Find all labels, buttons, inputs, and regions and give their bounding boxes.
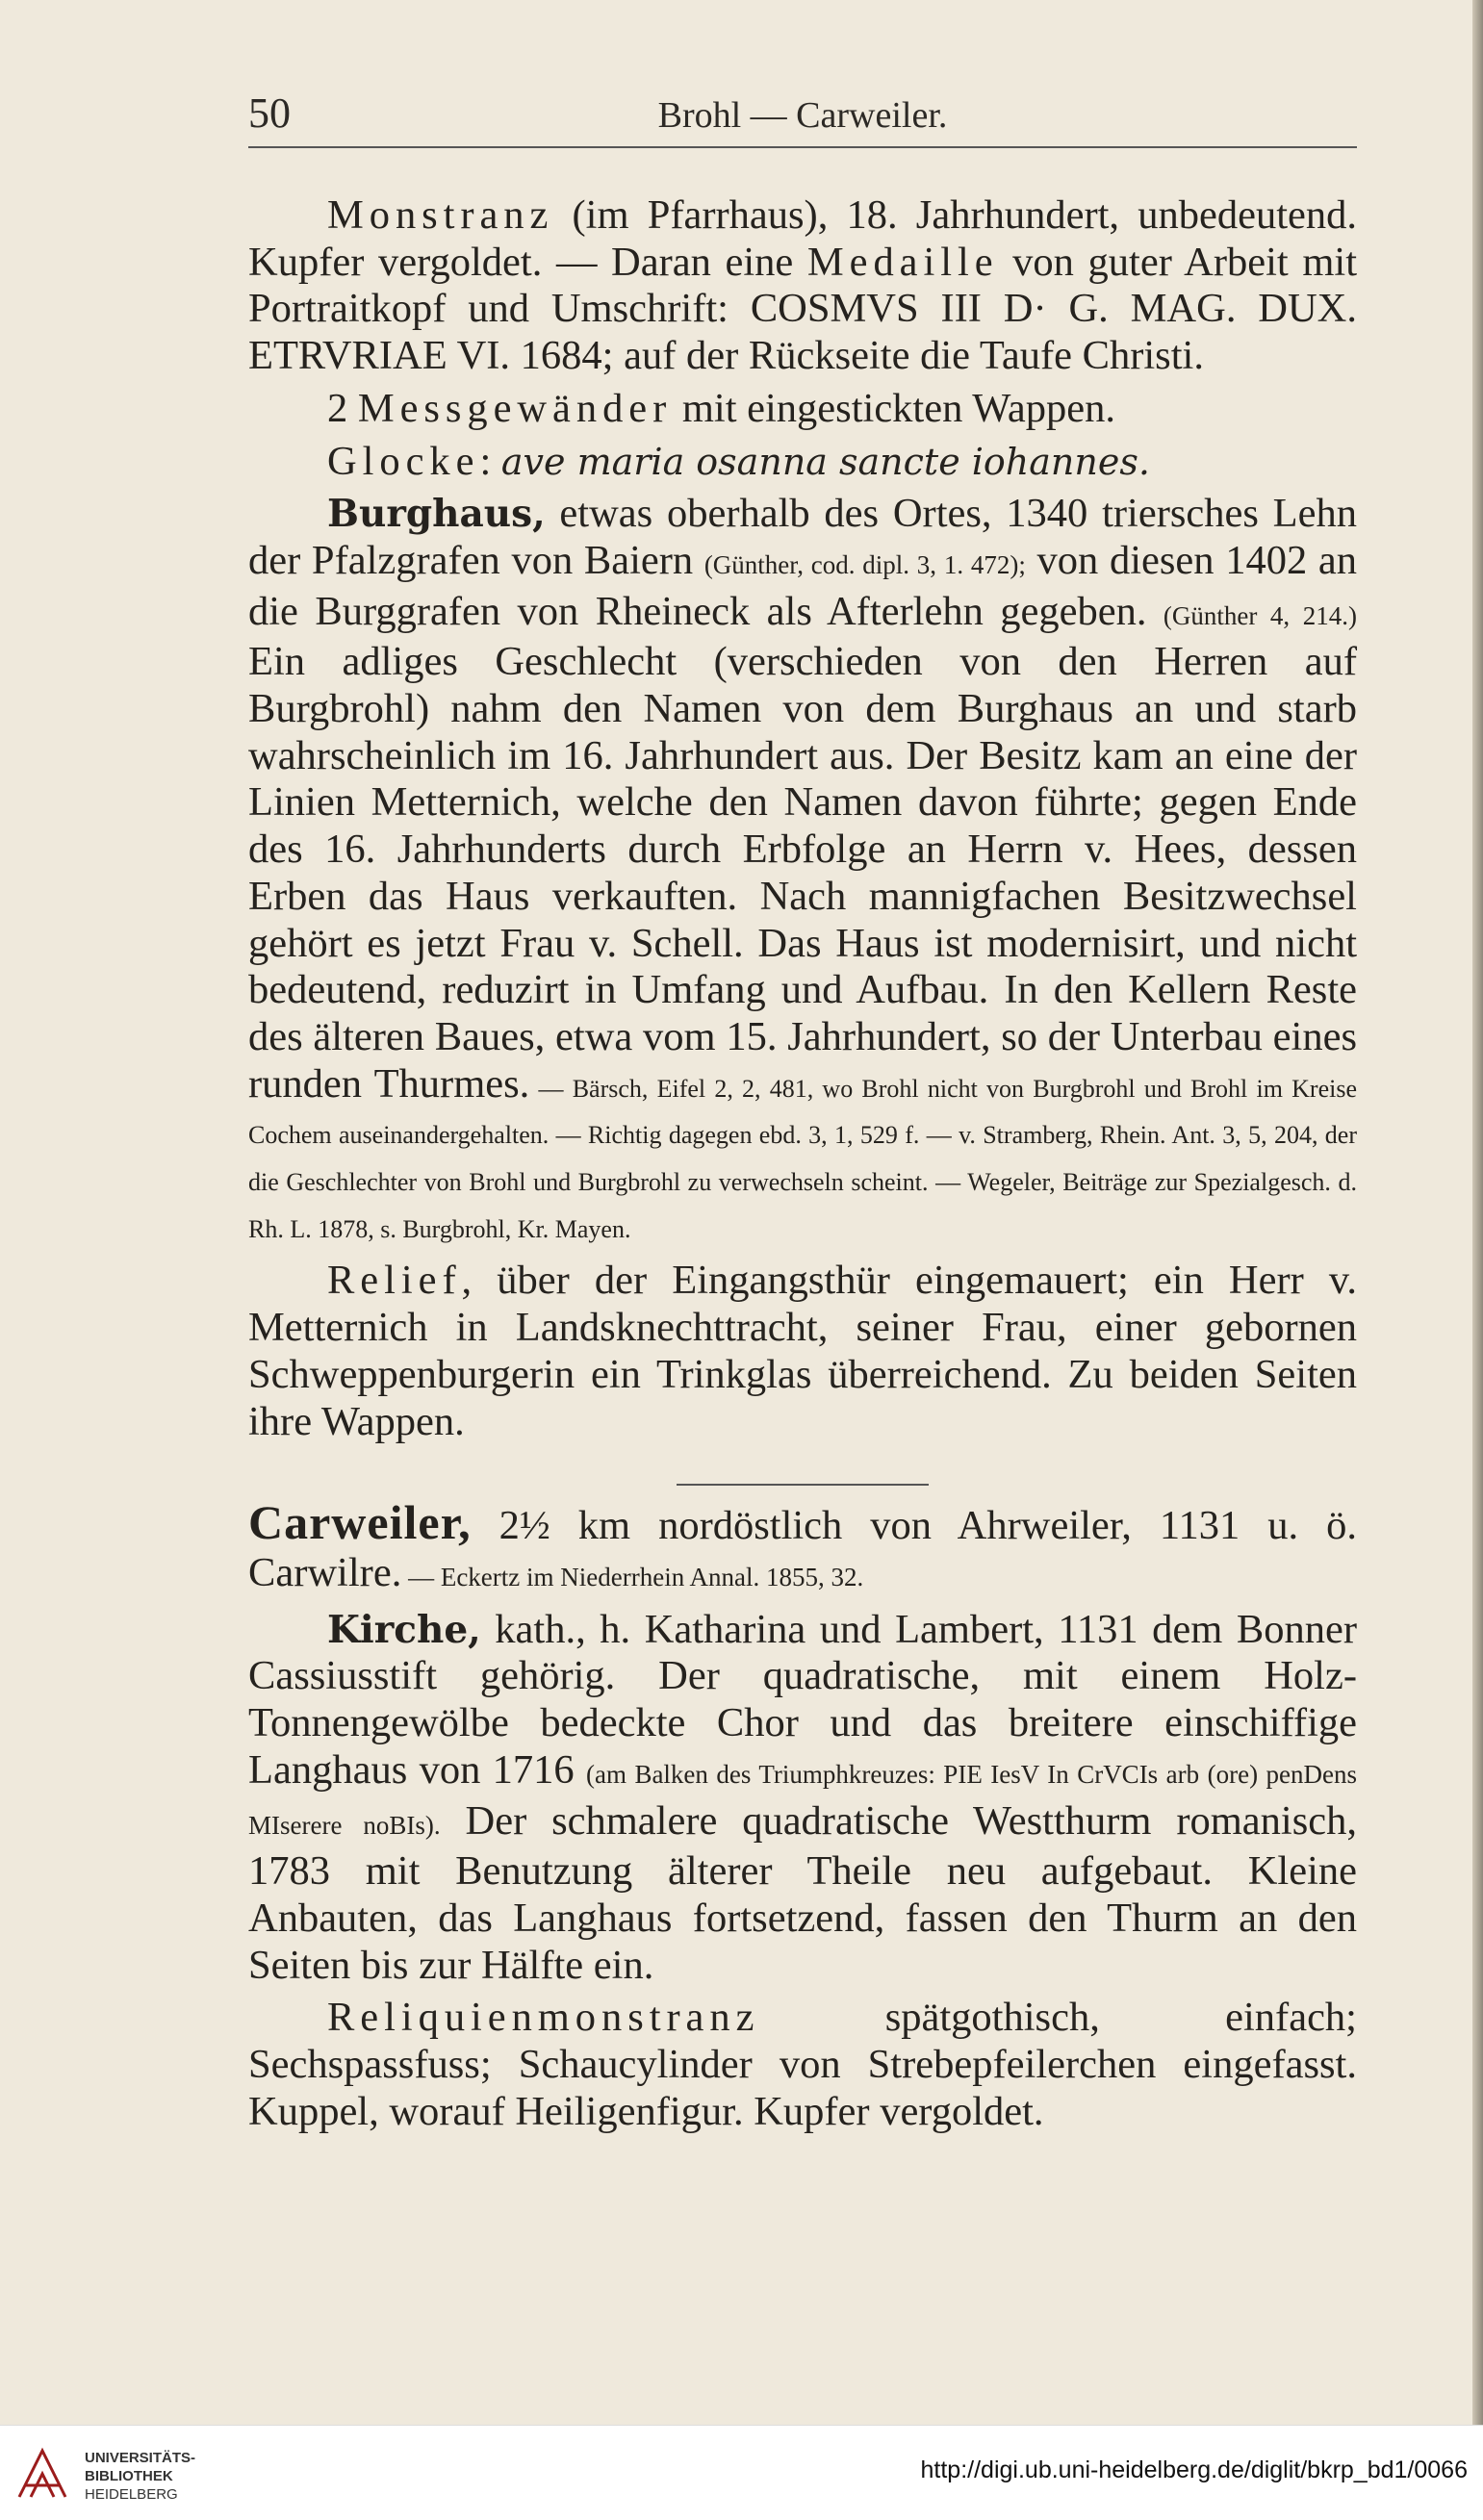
paragraph-text: von guter Arbeit mit Portraitkopf und Umschrift: COSMVS III D· G. MAG. DUX. ETRVRIAE VI. 1684; auf der Rückseite die Taufe Christi. [248,239,1357,379]
section-divider [677,1484,929,1486]
section-title-carweiler: Carweiler, [248,1495,472,1550]
paragraph-text: 2½ km nordöstlich von Ahrweiler, 1131 u. ö. Carwilre. [248,1503,1357,1595]
paragraph-kirche [248,1607,1357,1990]
paragraph-text: kath., h. Katharina und Lambert, 1131 dem Bonner Cassiusstift gehörig. Der quadratische, mit einem Holz-Tonnengewölbe bedeckte Chor und das breitere einschiffige Langhaus von 1716 [248,1606,1357,1793]
paragraph-glocke [248,439,1357,486]
term-messgewaender: Messgewänder [357,385,673,431]
paragraph-monstranz [248,192,1357,380]
paragraph-burghaus [248,491,1357,1248]
reference-triumphkreuz: (am Balken des Triumphkreuzes: PIE IesV In CrVCIs arb (ore) penDens MIserere noBIs). [248,1759,1357,1840]
term-monstranz: Monstranz [327,192,554,238]
paragraph-text: , über der Eingangsthür eingemauert; ein Herr v. Metternich in Landsknechttracht, seiner Frau, einer gebornen Schweppenburgerin ein Trinkglas überreichend. Zu beiden Seiten ihre Wappen. [248,1258,1357,1444]
paragraph-text: etwas oberhalb des Ortes, 1340 triersches Lehn der Pfalzgrafen von Baiern [248,491,1357,583]
reference-eckertz: — Eckertz im Niederrhein Annal. 1855, 32. [401,1562,864,1591]
page-number: 50 [248,89,291,137]
page-edge [1472,0,1483,2425]
term-reliquienmonstranz: Reliquienmonstranz [327,1995,760,2041]
term-kirche: Kirche, [327,1607,481,1652]
paragraph-text: (im Pfarrhaus), 18. Jahrhundert, unbedeutend. Kupfer vergoldet. — Daran eine [248,192,1357,285]
term-relief: Relief [327,1258,462,1304]
paragraph-reliquienmonstranz [248,1995,1357,2135]
text-block [248,192,1357,2135]
library-name[interactable] [85,2449,195,2504]
logo-line-3: HEIDELBERG [85,2486,178,2503]
bell-inscription: ave maria osanna sancte iohannes. [500,440,1150,483]
viewer-footer [0,2425,1483,2520]
page-header [248,89,1357,148]
paragraph-text: Ein adliges Geschlecht (verschieden von den Herren auf Burgbrohl) nahm den Namen von dem Burghaus an und starb wahrscheinlich im 16. Jahrhundert aus. Der Besitz kam an eine der Linien Metternich, welche den Namen davon führte; gegen Ende des 16. Jahrhunderts durch Erbfolge an Herrn v. Hees, dessen Erben das Haus verkauften. Nach mannigfachen Besitzwechsel gehört es jetzt Frau v. Schell. Das Haus ist modernisirt, und nicht bedeutend, reduzirt in Umfang und Aufbau. In den Kellern Reste des älteren Baues, etwa vom 15. Jahrhundert, so der Unterbau eines runden Thurmes. [248,639,1357,1107]
paragraph-text: : [479,438,501,484]
reference-guenther-4: (Günther 4, 214.) [1163,600,1357,630]
term-burghaus: Burghaus, [327,492,546,537]
footnote-burghaus: — Bärsch, Eifel 2, 2, 481, wo Brohl nicht von Burgbrohl und Brohl im Kreise Cochem auseinandergehalten. — Richtig dagegen ebd. 3, 1, 529 f. — v. Stramberg, Rhein. Ant. 3, 5, 204, der die Geschlechter von Brohl und Burgbrohl zu verwechseln scheint. — Wegeler, Beiträge zur Spezialgesch. d. Rh. L. 1878, s. Burgbrohl, Kr. Mayen. [248,1074,1357,1243]
running-title: Brohl — Carweiler. [657,95,948,136]
paragraph-messgewaender [248,386,1357,433]
paragraph-text: 2 [327,385,358,431]
logo-line-1: UNIVERSITÄTS- [85,2450,196,2466]
paragraph-text: Der schmalere quadratische Westthurm romanisch, 1783 mit Benutzung älterer Theile neu aufgebaut. Kleine Anbauten, das Langhaus fortsetzend, fassen den Thurm an den Seiten bis zur Hälfte ein. [248,1797,1357,1988]
paragraph-relief [248,1258,1357,1445]
paragraph-text: mit eingestickten Wappen. [672,385,1116,431]
reference-guenther-cod: (Günther, cod. dipl. 3, 1. 472); [703,549,1026,579]
paragraph-text: spätgothisch, einfach; Sechspassfuss; Schaucylinder von Strebepfeilerchen eingefasst. Kuppel, worauf Heiligenfigur. Kupfer vergoldet. [248,1995,1357,2134]
source-url-link[interactable]: http://digi.ub.uni-heidelberg.de/diglit/bkrp_bd1/0066 [920,2456,1468,2483]
heidelberg-university-library-logo[interactable] [13,2445,71,2503]
term-glocke: Glocke [327,438,480,484]
logo-line-2: BIBLIOTHEK [85,2468,173,2484]
paragraph-carweiler [248,1495,1357,1600]
paragraph-text: von diesen 1402 an die Burggrafen von Rheineck als Afterlehn gegeben. [248,537,1357,634]
term-medaille: Medaille [806,239,999,285]
